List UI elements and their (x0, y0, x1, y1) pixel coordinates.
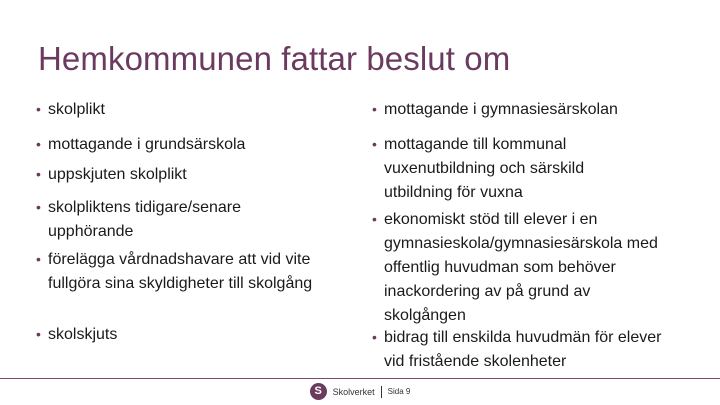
list-item (36, 98, 348, 122)
bullet-icon: • (36, 326, 41, 342)
footer-brand: Skolverket (332, 386, 375, 397)
list-item (36, 248, 338, 296)
list-item (36, 196, 298, 244)
bullet-icon: • (372, 136, 377, 152)
list-item-text: skolskjuts (48, 326, 118, 343)
list-item-text: bidrag till enskilda huvudmän för elever vid fristående skolenheter (384, 329, 662, 370)
list-item-text: mottagande till kommunal vuxenutbildning och särskild utbildning för vuxna (384, 136, 585, 201)
list-item (372, 133, 644, 205)
list-item-text: skolpliktens tidigare/senare upphörande (48, 199, 241, 240)
list-item (36, 133, 348, 157)
bullet-icon: • (36, 199, 41, 215)
bullet-icon: • (372, 101, 377, 117)
list-item-text: mottagande i grundsärskola (48, 136, 246, 153)
bullet-icon: • (372, 211, 377, 227)
bullet-icon: • (36, 136, 41, 152)
bullet-icon: • (372, 329, 377, 345)
bullet-icon: • (36, 251, 41, 267)
list-item-text: förelägga vårdnadshavare att vid vite fullgöra sina skyldigheter till skolgång (48, 251, 313, 292)
slide-footer (0, 378, 720, 405)
skolverket-logo-icon: S (310, 383, 327, 400)
list-item-text: ekonomiskt stöd till elever i en gymnasieskola/gymnasiesärskola med offentlig huvudman som behöver inackordering av på grund av skolgången (384, 211, 658, 324)
bullet-icon: • (36, 101, 41, 117)
list-item (36, 163, 348, 187)
list-item-text: uppskjuten skolplikt (48, 166, 187, 183)
slide-title: Hemkommunen fattar beslut om (38, 40, 511, 77)
footer-divider (0, 378, 720, 379)
list-item (372, 326, 674, 374)
list-item-text: mottagande i gymnasiesärskolan (384, 101, 618, 118)
list-item (372, 208, 674, 328)
footer-separator (381, 386, 382, 398)
list-item-text: skolplikt (48, 101, 105, 118)
list-item (36, 323, 348, 347)
list-item (372, 98, 684, 122)
page-number: Sida 9 (387, 387, 411, 396)
bullet-icon: • (36, 166, 41, 182)
